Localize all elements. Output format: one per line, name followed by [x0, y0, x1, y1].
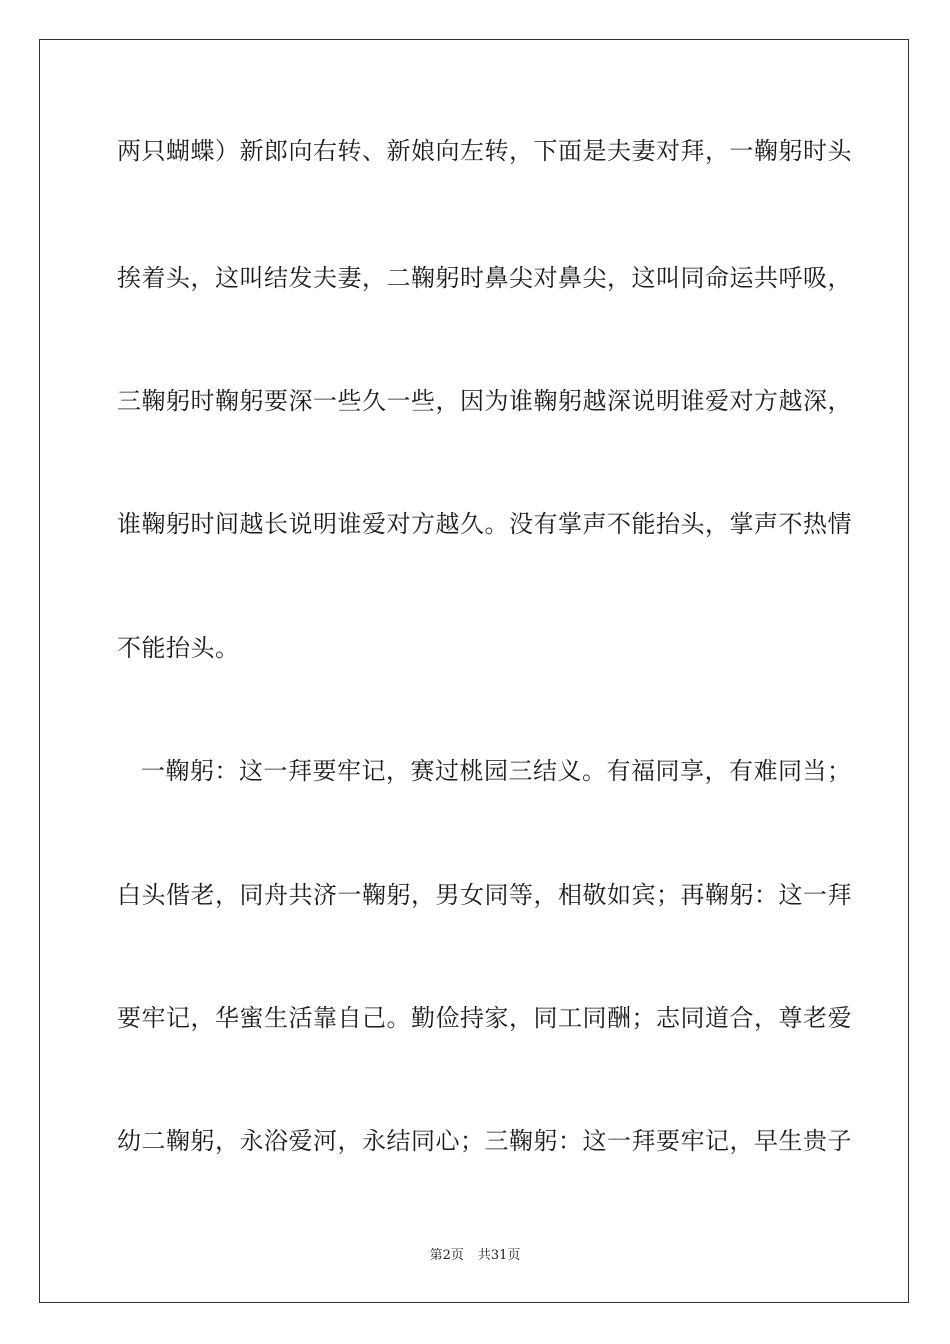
paragraph-1-line-1: 两只蝴蝶）新郎向右转、新娘向左转，下面是夫妻对拜，一鞠躬时头 [117, 137, 852, 165]
page-number: 第2页 [429, 1248, 464, 1263]
paragraph-2-line-1: 一鞠躬：这一拜要牢记，赛过桃园三结义。有福同享，有难同当； [141, 757, 852, 785]
paragraph-1-line-2: 挨着头，这叫结发夫妻，二鞠躬时鼻尖对鼻尖，这叫同命运共呼吸， [117, 264, 852, 292]
paragraph-2-line-2: 白头偕老，同舟共济一鞠躬，男女同等，相敬如宾；再鞠躬：这一拜 [117, 881, 852, 909]
page-border [39, 39, 909, 1303]
page-footer [0, 1247, 950, 1265]
page-total: 共31页 [477, 1248, 521, 1263]
paragraph-2-line-4: 幼二鞠躬，永浴爱河，永结同心；三鞠躬：这一拜要牢记，早生贵子 [117, 1127, 852, 1155]
paragraph-1-line-4: 谁鞠躬时间越长说明谁爱对方越久。没有掌声不能抬头，掌声不热情 [117, 510, 852, 538]
paragraph-2-line-3: 要牢记，华蜜生活靠自己。勤俭持家，同工同酬；志同道合，尊老爱 [117, 1004, 852, 1032]
paragraph-1-line-3: 三鞠躬时鞠躬要深一些久一些，因为谁鞠躬越深说明谁爱对方越深， [117, 387, 852, 415]
paragraph-1-line-5: 不能抬头。 [117, 634, 240, 662]
